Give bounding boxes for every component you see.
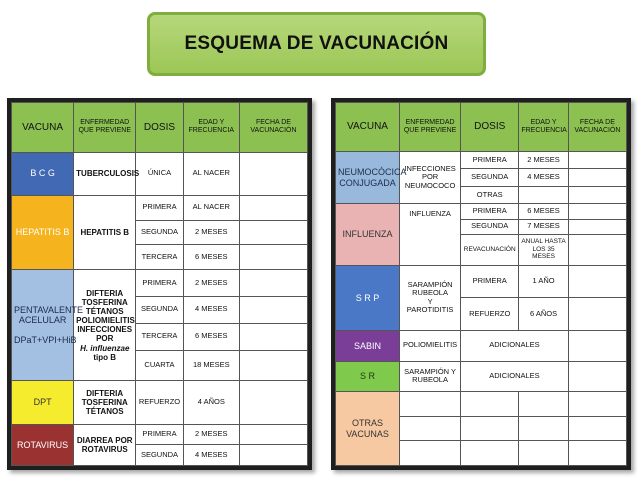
dose-cell: ADICIONALES [461, 361, 569, 392]
age-cell[interactable] [519, 392, 568, 417]
dose-cell: PRIMERA [461, 152, 519, 169]
age-cell: 6 MESES [183, 323, 239, 350]
disease-cell: POLIOMIELITIS [400, 330, 461, 361]
date-cell[interactable] [239, 220, 307, 245]
disease-line: RUBEOLA [412, 288, 448, 298]
vaccine-name-line: PENTAVALENTE [14, 304, 84, 315]
age-cell: 4 AÑOS [183, 381, 239, 424]
vaccine-name: DPT [12, 381, 74, 424]
vaccine-name-line: NEUMOCÓCICA [338, 167, 407, 178]
left-vaccine-table [7, 98, 312, 470]
date-cell[interactable] [568, 298, 626, 331]
age-cell: ANUAL HASTA LOS 35 MESES [519, 234, 568, 265]
disease-cell: TUBERCULOSIS [74, 152, 136, 195]
date-cell[interactable] [239, 296, 307, 323]
age-cell: 18 MESES [183, 350, 239, 381]
vaccine-name: B C G [12, 152, 74, 195]
disease-line: TOSFERINA [81, 297, 128, 307]
age-cell: 7 MESES [519, 219, 568, 234]
disease-line: DIFTERIA [86, 388, 124, 398]
date-cell[interactable] [239, 245, 307, 270]
table-row [336, 265, 627, 298]
dose-cell: REVACUNACIÓN [461, 234, 519, 265]
header-fecha: FECHA DE VACUNACIÓN [568, 103, 626, 152]
disease-line: RUBEOLA [412, 375, 448, 385]
header-dosis: DOSIS [461, 103, 519, 152]
date-cell[interactable] [568, 169, 626, 186]
vaccine-name-line: CONJUGADA [339, 177, 396, 188]
disease-line: TÉTANOS [85, 306, 124, 316]
disease-cell [400, 361, 461, 392]
date-cell[interactable] [239, 195, 307, 220]
dose-cell: SEGUNDA [136, 220, 183, 245]
date-cell[interactable] [568, 219, 626, 234]
table-row [12, 424, 308, 445]
age-cell: 4 MESES [183, 296, 239, 323]
dose-cell[interactable] [461, 392, 519, 417]
dose-cell: SEGUNDA [136, 296, 183, 323]
age-cell: 4 MESES [183, 445, 239, 466]
age-cell: AL NACER [183, 152, 239, 195]
disease-line: SARAMPIÓN [407, 279, 453, 289]
header-edad: EDAD Y FRECUENCIA [519, 103, 568, 152]
age-cell: 2 MESES [183, 270, 239, 297]
disease-line: INFECCIONES [77, 325, 133, 335]
date-cell[interactable] [239, 350, 307, 381]
disease-line: H. influenzae [80, 343, 130, 353]
disease-cell [74, 270, 136, 381]
dose-cell: PRIMERA [136, 424, 183, 445]
age-cell: 4 MESES [519, 169, 568, 186]
age-cell: 6 MESES [519, 204, 568, 219]
table-header-row [336, 103, 627, 152]
table-row [336, 392, 627, 417]
table-row [336, 330, 627, 361]
age-cell: 2 MESES [183, 220, 239, 245]
vaccine-name: SABIN [336, 330, 400, 361]
vaccine-name: S R P [336, 265, 400, 330]
date-cell[interactable] [568, 152, 626, 169]
disease-line: TOSFERINA [81, 398, 128, 407]
vaccine-name [336, 392, 400, 466]
date-cell[interactable] [239, 424, 307, 445]
vaccine-name: INFLUENZA [336, 204, 400, 265]
disease-cell [74, 381, 136, 424]
dose-cell: SEGUNDA [461, 169, 519, 186]
disease-line: INFECCIONES [404, 163, 456, 173]
header-vacuna: VACUNA [12, 103, 74, 153]
vaccine-name: HEPATITIS B [12, 195, 74, 269]
disease-line: tipo B [93, 352, 117, 362]
table-row [12, 152, 308, 195]
dose-cell[interactable] [461, 441, 519, 466]
disease-line: NEUMOCOCO [404, 180, 456, 190]
disease-line: DIFTERIA [86, 288, 124, 298]
disease-line: SARAMPIÓN Y [404, 366, 457, 376]
dose-cell: PRIMERA [136, 195, 183, 220]
date-cell[interactable] [568, 416, 626, 441]
header-dosis: DOSIS [136, 103, 183, 153]
dose-cell: PRIMERA [136, 270, 183, 297]
disease-line: ROTAVIRUS [81, 444, 128, 454]
table-row [336, 204, 627, 219]
age-cell: 2 MESES [183, 424, 239, 445]
dose-cell: CUARTA [136, 350, 183, 381]
disease-cell[interactable] [400, 416, 461, 441]
disease-line: POR [421, 172, 439, 182]
table-row [12, 381, 308, 424]
date-cell[interactable] [568, 441, 626, 466]
table-row [336, 152, 627, 169]
date-cell[interactable] [568, 265, 626, 298]
age-cell: 6 AÑOS [519, 298, 568, 331]
disease-cell [74, 424, 136, 465]
header-fecha: FECHA DE VACUNACIÓN [239, 103, 307, 153]
date-cell[interactable] [568, 330, 626, 361]
header-vacuna: VACUNA [336, 103, 400, 152]
date-cell[interactable] [239, 445, 307, 466]
disease-line: POLIOMIELITIS [76, 316, 135, 326]
disease-line: Y [427, 296, 433, 306]
vaccine-name-line: VACUNAS [346, 428, 389, 439]
disease-cell: INFLUENZA [400, 204, 461, 265]
vaccine-name [336, 152, 407, 204]
header-enfermedad: ENFERMEDAD QUE PREVIENE [74, 103, 136, 153]
disease-line: PAROTIDITIS [406, 305, 454, 315]
disease-line: DIARREA POR [76, 435, 133, 445]
date-cell[interactable] [568, 361, 626, 392]
date-cell[interactable] [568, 392, 626, 417]
dose-cell: SEGUNDA [461, 219, 519, 234]
date-cell[interactable] [239, 323, 307, 350]
date-cell[interactable] [568, 234, 626, 265]
date-cell[interactable] [568, 204, 626, 219]
vaccine-name-line: ACELULAR [18, 315, 67, 326]
dose-cell: SEGUNDA [136, 445, 183, 466]
table-header-row [12, 103, 308, 153]
vaccine-name-line: OTRAS [352, 418, 384, 429]
disease-cell[interactable] [400, 441, 461, 466]
disease-line: TÉTANOS [85, 407, 124, 417]
dose-cell: REFUERZO [136, 381, 183, 424]
age-cell: 6 MESES [183, 245, 239, 270]
age-cell: AL NACER [183, 195, 239, 220]
dose-cell: OTRAS [461, 186, 519, 203]
age-cell[interactable] [519, 416, 568, 441]
page-title: ESQUEMA DE VACUNACIÓN [147, 12, 486, 76]
age-cell [519, 186, 568, 203]
right-vaccine-table [331, 98, 631, 470]
dose-cell: PRIMERA [461, 204, 519, 219]
dose-cell: ADICIONALES [461, 330, 569, 361]
disease-cell: HEPATITIS B [74, 195, 136, 269]
date-cell[interactable] [239, 270, 307, 297]
dose-cell: TERCERA [136, 323, 183, 350]
age-cell: 2 MESES [519, 152, 568, 169]
vaccine-name: ROTAVIRUS [12, 424, 74, 465]
header-enfermedad: ENFERMEDAD QUE PREVIENE [400, 103, 461, 152]
vaccine-name: S R [336, 361, 400, 392]
vaccine-name [12, 270, 84, 381]
age-cell: 1 AÑO [519, 265, 568, 298]
header-edad: EDAD Y FRECUENCIA [183, 103, 239, 153]
table-row [12, 195, 308, 220]
table-row [12, 270, 308, 297]
age-cell[interactable] [519, 441, 568, 466]
dose-cell: TERCERA [136, 245, 183, 270]
disease-cell [400, 265, 461, 330]
dose-cell: PRIMERA [461, 265, 519, 298]
table-row [336, 361, 627, 392]
vaccine-name-line: DPaT+VPI+HiB [14, 335, 77, 346]
date-cell[interactable] [568, 186, 626, 203]
date-cell[interactable] [239, 381, 307, 424]
disease-cell[interactable] [400, 392, 461, 417]
disease-cell [400, 152, 461, 204]
date-cell[interactable] [239, 152, 307, 195]
disease-line: POR [96, 334, 114, 344]
dose-cell: REFUERZO [461, 298, 519, 331]
dose-cell: ÚNICA [136, 152, 183, 195]
dose-cell[interactable] [461, 416, 519, 441]
